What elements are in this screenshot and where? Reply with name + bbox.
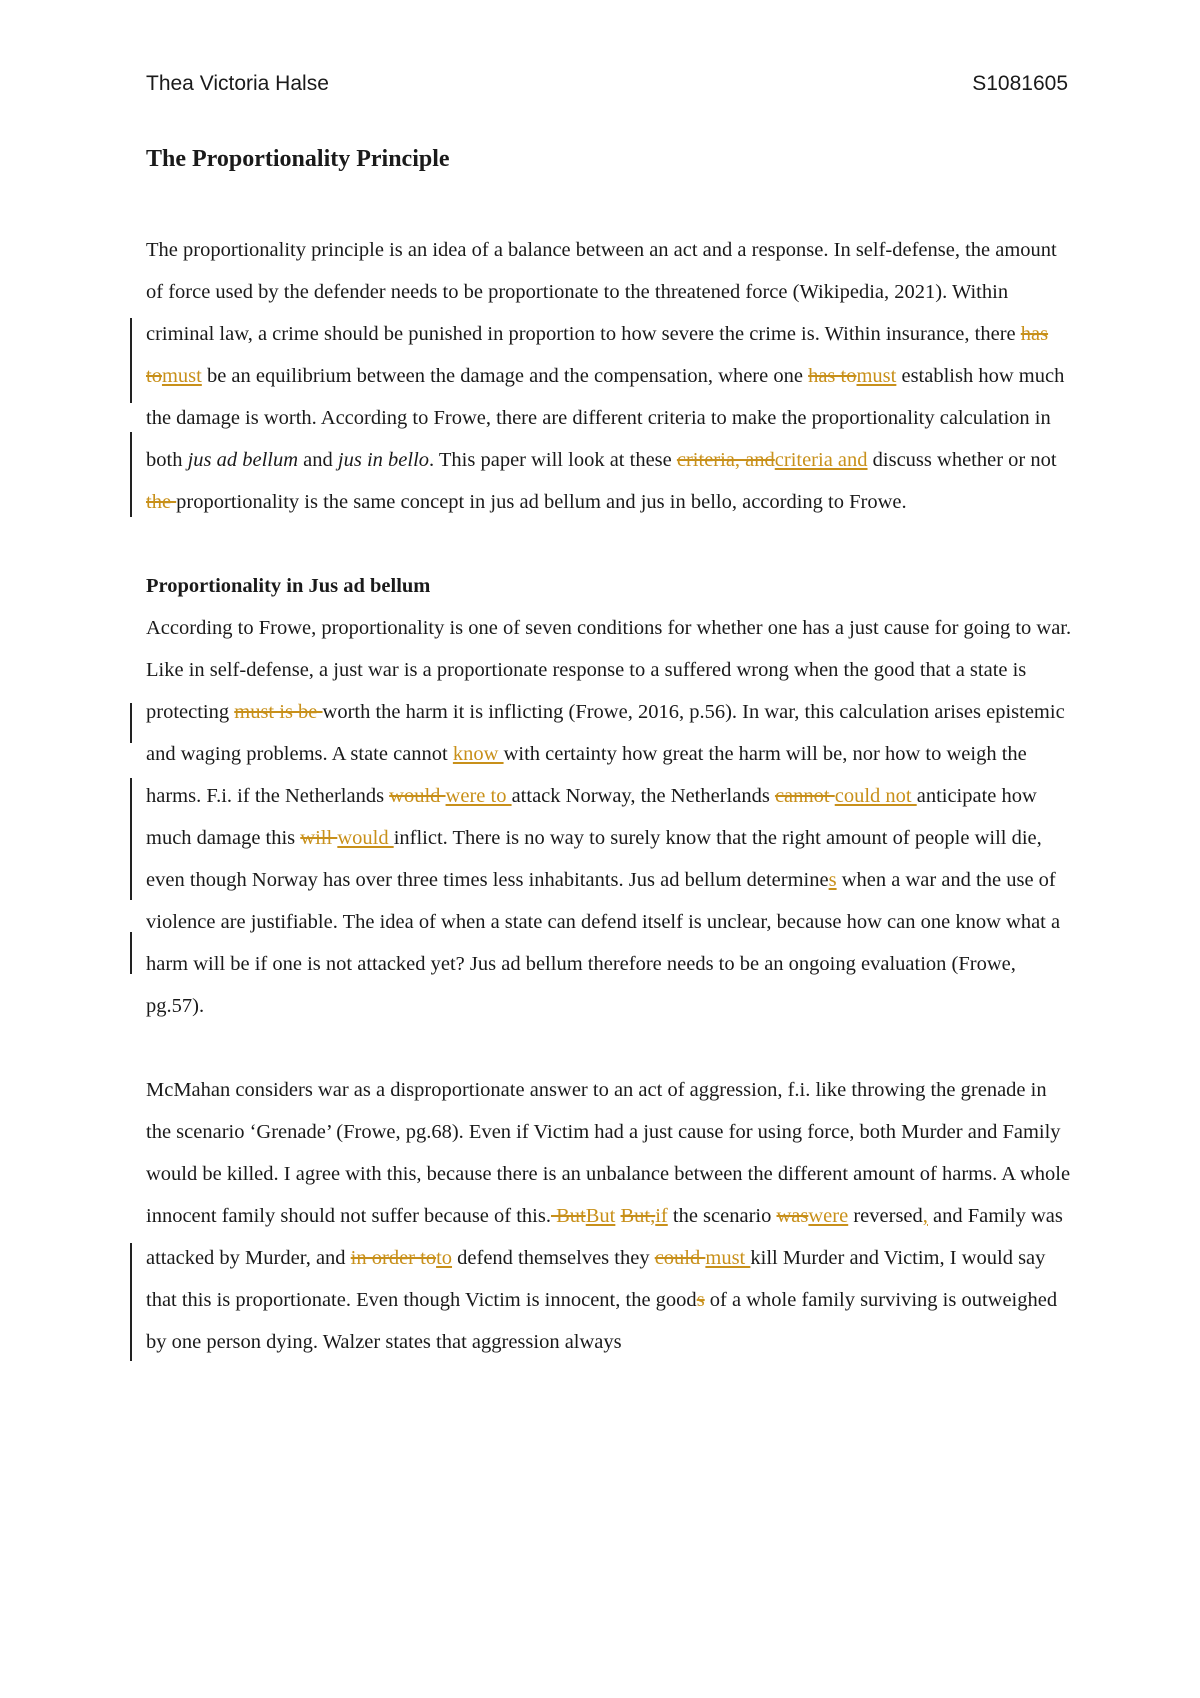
tracked-deletion: would <box>389 785 446 807</box>
tracked-deletion: was <box>776 1205 809 1227</box>
tracked-deletion: criteria, and <box>676 449 775 471</box>
student-id: S1081605 <box>972 72 1068 95</box>
tracked-insertion: would <box>337 827 394 849</box>
document-title: The Proportionality Principle <box>146 146 450 172</box>
tracked-insertion: , <box>922 1205 928 1227</box>
jus-ad-bellum-paragraph: According to Frowe, proportionality is one of seven conditions for whether one has a just cause for going to war. Like in self-defense, a just war is a proportionate response to a suffered wrong when the good that a state is protecting must is be worth the harm it is inflicting (Frowe, 2016, p.56). In war, this calculation arises epistemic and waging problems. A state cannot know with certainty how great the harm will be, nor how to weigh the harms. F.i. if the Netherlands would were to attack Norway, the Netherlands cannot could not anticipate how much damage this will would inflict. There is no way to surely know that the right amount of people will die, even though Norway has over three times less inhabitants. Jus ad bellum determines when a war and the use of violence are justifiable. The idea of when a state can defend itself is unclear, because how can one know what a harm will be if one is not attacked yet? Jus ad bellum therefore needs to be an ongoing evaluation (Frowe, pg.57). <box>146 617 1072 1017</box>
tracked-insertion: criteria and <box>774 449 868 471</box>
intro-paragraph: The proportionality principle is an idea of a balance between an act and a response. In self-defense, the amount of force used by the defender needs to be proportionate to the threatened force (Wikipedia, 2021). Within criminal law, a crime should be punished in proportion to how severe the crime is. Within insurance, there has tomust be an equilibrium between the damage and the compensation, where one has tomust establish how much the damage is worth. According to Frowe, there are different criteria to make the proportionality calculation in both jus ad bellum and jus in bello. This paper will look at these criteria, andcriteria and discuss whether or not the proportionality is the same concept in jus ad bellum and jus in bello, according to Frowe. <box>146 239 1065 513</box>
change-bar <box>130 1243 132 1361</box>
change-bar <box>130 932 132 974</box>
tracked-insertion: s <box>828 869 837 891</box>
document-body <box>146 229 1072 1363</box>
change-bar <box>130 778 132 900</box>
tracked-deletion: has to <box>808 365 857 387</box>
tracked-deletion: has to <box>146 323 1049 387</box>
tracked-deletion: cannot <box>774 785 835 807</box>
tracked-deletion: must is be <box>234 701 323 723</box>
tracked-insertion: know <box>452 743 504 765</box>
tracked-insertion: must <box>705 1247 751 1269</box>
tracked-insertion: must <box>856 365 897 387</box>
tracked-insertion: to <box>436 1247 453 1269</box>
tracked-insertion: if <box>655 1205 668 1227</box>
author-name: Thea Victoria Halse <box>146 72 329 95</box>
tracked-insertion: were <box>808 1205 849 1227</box>
tracked-deletion: could <box>654 1247 706 1269</box>
change-bar <box>130 432 132 517</box>
latin-term: jus ad bellum <box>187 449 299 471</box>
tracked-deletion: in order to <box>350 1247 437 1269</box>
tracked-deletion: the <box>146 491 177 513</box>
tracked-insertion: But <box>585 1205 616 1227</box>
page-header <box>146 72 1068 96</box>
tracked-deletion: will <box>300 827 338 849</box>
change-bar <box>130 703 132 743</box>
tracked-insertion: must <box>161 365 202 387</box>
tracked-insertion: could not <box>834 785 917 807</box>
latin-term: jus in bello <box>337 449 430 471</box>
change-bar <box>130 318 132 403</box>
tracked-deletion: But, <box>620 1205 656 1227</box>
mcmahan-paragraph: McMahan considers war as a disproportionate answer to an act of aggression, f.i. like throwing the grenade in the scenario ‘Grenade’ (Frowe, pg.68). Even if Victim had a just cause for using force, both Murder and Family would be killed. I agree with this, because there is an unbalance between the different amount of harms. A whole innocent family should not suffer because of this. ButBut But,if the scenario waswere reversed, and Family was attacked by Murder, and in order toto defend themselves they could must kill Murder and Victim, I would say that this is proportionate. Even though Victim is innocent, the goods of a whole family surviving is outweighed by one person dying. Walzer states that aggression always <box>146 1079 1071 1353</box>
section-heading: Proportionality in Jus ad bellum <box>146 575 431 597</box>
tracked-deletion: But <box>550 1205 586 1227</box>
tracked-insertion: were to <box>445 785 512 807</box>
tracked-deletion: s <box>696 1289 705 1311</box>
